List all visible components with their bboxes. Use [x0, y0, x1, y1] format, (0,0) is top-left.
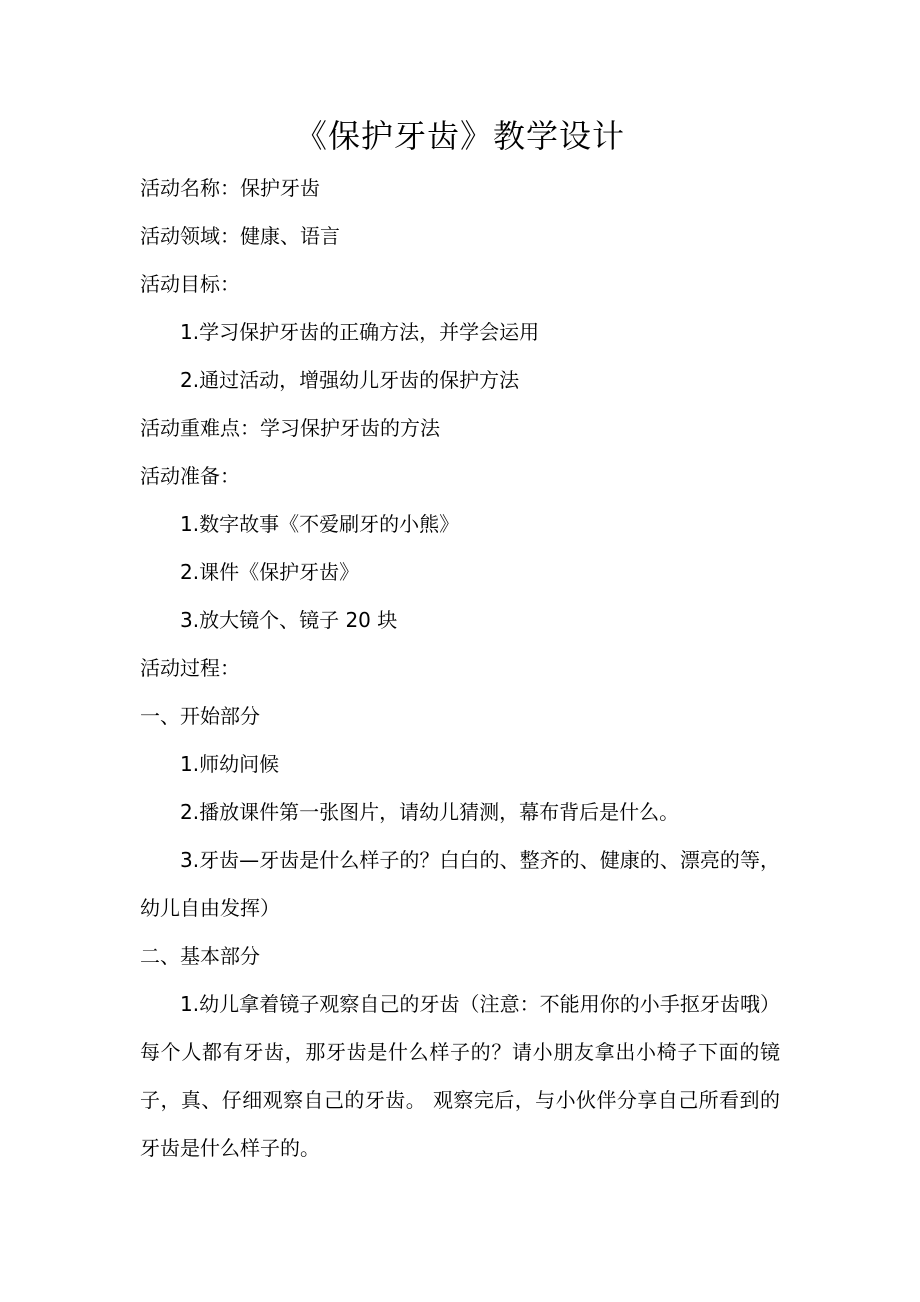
activity-name-line: 活动名称：保护牙齿 [140, 176, 320, 200]
goal-item-1: 1.学习保护牙齿的正确方法，并学会运用 [180, 320, 540, 344]
preparation-item-1: 1.数字故事《不爱刷牙的小熊》 [180, 512, 460, 536]
activity-goals-heading: 活动目标： [140, 272, 240, 296]
section-1-heading: 一、开始部分 [140, 704, 260, 728]
preparation-heading: 活动准备： [140, 464, 240, 488]
process-heading: 活动过程： [140, 656, 240, 680]
activity-domain-line: 活动领域：健康、语言 [140, 224, 340, 248]
goal-item-2: 2.通过活动，增强幼儿牙齿的保护方法 [180, 368, 520, 392]
section-1-item-2: 2.播放课件第一张图片，请幼儿猜测，幕布背后是什么。 [180, 800, 680, 824]
section-2-item-1: 1.幼儿拿着镜子观察自己的牙齿（注意：不能用你的小手抠牙齿哦） 每个人都有牙齿，那牙齿是什么样子的？请小朋友拿出小椅子下面的镜子，真、仔细观察自己的牙齿。 观察完后，与小伙伴分享自己所看到的牙齿是什么样子的。 [140, 992, 780, 1160]
document-title: 《保护牙齿》教学设计 [294, 117, 625, 155]
document-body [140, 164, 780, 1172]
section-1-item-1: 1.师幼问候 [180, 752, 280, 776]
preparation-item-3: 3.放大镜个、镜子 20 块 [180, 608, 398, 632]
preparation-item-2: 2.课件《保护牙齿》 [180, 560, 360, 584]
section-1-item-3: 3.牙齿—牙齿是什么样子的？白白的、整齐的、健康的、漂亮的等，幼儿自由发挥） [140, 848, 780, 920]
key-points-line: 活动重难点：学习保护牙齿的方法 [140, 416, 440, 440]
section-2-heading: 二、基本部分 [140, 944, 260, 968]
